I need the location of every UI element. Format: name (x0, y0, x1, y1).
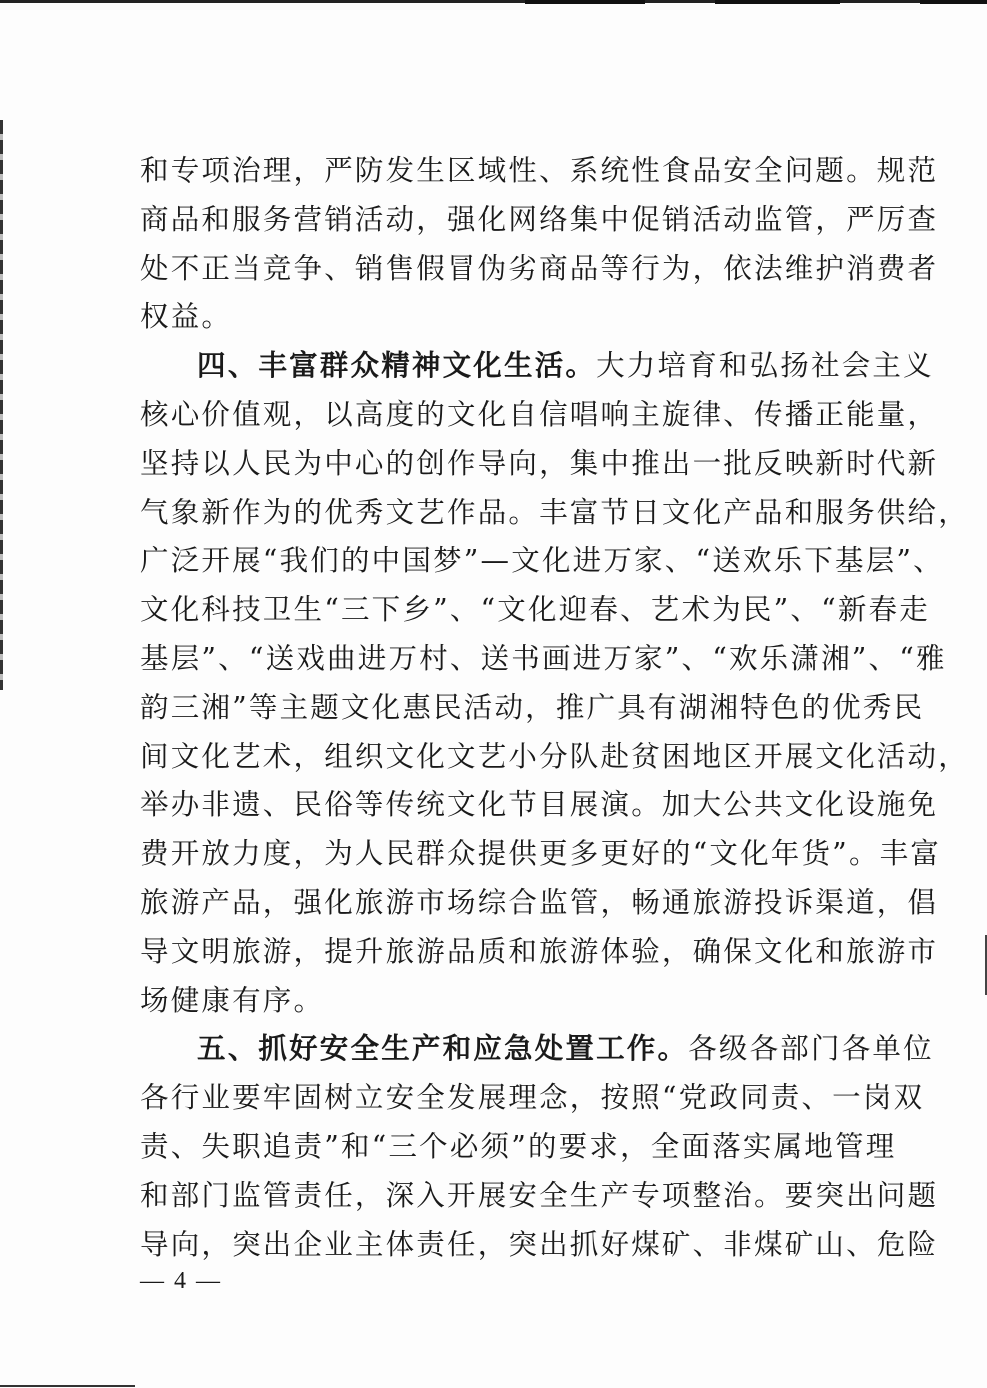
text-line: 旅游产品，强化旅游市场综合监管，畅通旅游投诉渠道，倡 (140, 885, 939, 919)
text-line: 文化科技卫生“三下乡”、“文化迎春、艺术为民”、“新春走 (140, 593, 930, 627)
text-line: 费开放力度，为人民群众提供更多更好的“文化年货”。丰富 (140, 837, 942, 871)
section-heading-line (140, 1025, 934, 1074)
scan-top-mark (920, 0, 987, 4)
text-line: 广泛开展“我们的中国梦”—文化进万家、“送欢乐下基层”、 (140, 544, 944, 578)
scan-top-mark (715, 0, 840, 4)
text-run: 大力培育和弘扬社会主义 (596, 349, 934, 383)
text-run: 各级各部门各单位 (688, 1032, 934, 1066)
section-heading-line (140, 342, 934, 391)
text-line: 气象新作为的优秀文艺作品。丰富节日文化产品和服务供给， (140, 495, 969, 529)
scan-bottom-edge (0, 1385, 135, 1387)
text-line: 导文明旅游，提升旅游品质和旅游体验，确保文化和旅游市 (140, 934, 939, 968)
page-number: — 4 — (140, 1268, 222, 1294)
text-line: 责、失职追责”和“三个必须”的要求，全面落实属地管理 (140, 1129, 897, 1163)
text-line: 处不正当竞争、销售假冒伪劣商品等行为，依法维护消费者 (140, 251, 939, 285)
text-line: 举办非遗、民俗等传统文化节目展演。加大公共文化设施免 (140, 788, 939, 822)
text-line: 权益。 (140, 300, 233, 334)
section-heading-4: 四、丰富群众精神文化生活。 (197, 349, 597, 383)
text-line: 基层”、“送戏曲进万村、送书画进万家”、“欢乐潇湘”、“雅 (140, 641, 947, 675)
text-line: 场健康有序。 (140, 983, 325, 1017)
text-line: 核心价值观，以高度的文化自信唱响主旋律、传播正能量， (140, 397, 939, 431)
text-line: 商品和服务营销活动，强化网络集中促销活动监管，严厉查 (140, 202, 939, 236)
text-line: 各行业要牢固树立安全发展理念，按照“党政同责、一岗双 (140, 1081, 925, 1115)
scan-top-mark (525, 0, 645, 4)
text-line: 和专项治理，严防发生区域性、系统性食品安全问题。规范 (140, 154, 939, 187)
body-text (140, 147, 969, 1269)
text-line: 坚持以人民为中心的创作导向，集中推出一批反映新时代新 (140, 446, 939, 480)
scan-left-edge (0, 120, 3, 690)
text-line: 导向，突出企业主体责任，突出抓好煤矿、非煤矿山、危险 (140, 1227, 939, 1261)
text-line: 和部门监管责任，深入开展安全生产专项整治。要突出问题 (140, 1178, 939, 1212)
section-heading-5: 五、抓好安全生产和应急处置工作。 (197, 1032, 689, 1066)
text-line: 韵三湘”等主题文化惠民活动，推广具有湖湘特色的优秀民 (140, 690, 925, 724)
text-line: 间文化艺术，组织文化文艺小分队赴贫困地区开展文化活动， (140, 739, 969, 773)
